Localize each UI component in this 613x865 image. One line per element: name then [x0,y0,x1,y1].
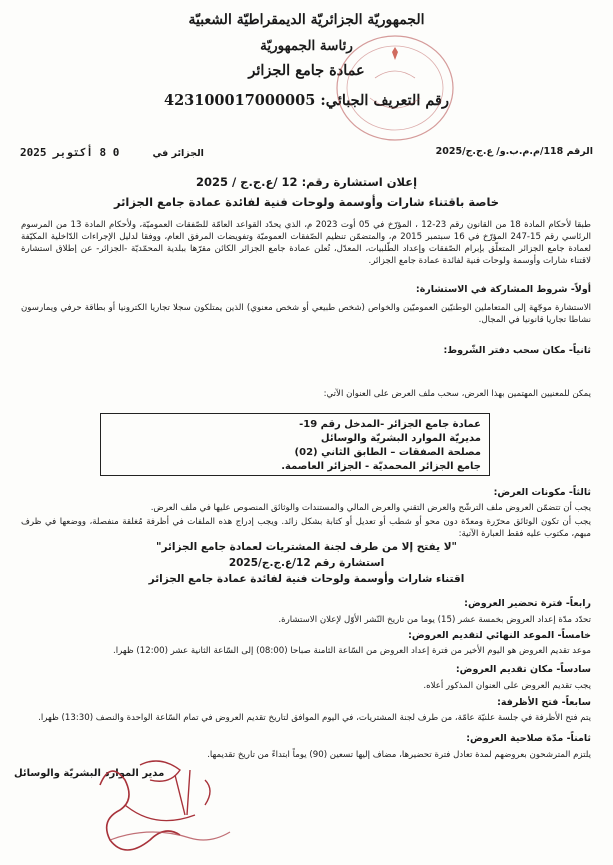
section-1-text: الاستشارة موجّهة إلى المتعاملين الوطنيّين العموميّين والخواص (شخص طبيعي أو شخص معنوي) الذين يمتلكون سجلا تجاريا الكترونيا أو بطاقة حرفي ويمارسون نشاطا تجاريا قانونيا في المجال. [21,303,591,325]
section-3-text-2: يجب أن تكون الوثائق محرّرة ومعدّة دون محو أو شطب أو تعديل أو كتابة بشكل زائد. ويجب إدراج هذه الملفات في أظرفة مُغلقة منفصلة، ووضعها في ظرف مبهم، مكتوب عليه فقط العبارة الآتية: [21,517,591,539]
section-2-title: ثانياً- مكان سحب دفتر الشّروط: [443,345,591,356]
envelope-line-3: اقتناء شارات وأوسمة ولوحات فنية لفائدة عمادة جامع الجزائر [148,573,465,585]
intro-paragraph: طبقا لأحكام المادة 18 من القانون رقم 23-12 ، المؤرّخ في 05 أوت 2023 م، الذي يحدّد القواعد العامّة للصّفقات العموميّة، ولأحكام المادة 13 من المرسوم الرئاسي رقم 15-247 المؤرّخ في 16 سبتمبر 2015 م، والمتضمّن تنظيم الصّفقات العموميّة وتفويضات المرفق العام، ووفقا لدليل الإجراءات الدّاخلية المكيّفة لعمادة جامع الجزائر المتعلّق بإبرام الصّفقات وإعداد الطّلبيات، المعدّل، تُعلن عمادة جامع الجزائر الكائن مقرّها ببلدية المحمّديّة -الجزائر- عن إطلاق استشارة لاقتناء شارات وأوسمة ولوحات فنية لفائدة عمادة جامع الجزائر. [21,220,592,266]
section-3-text-1: يجب أن تتضمّن العروض ملف الترشّح والعرض التقني والعرض المالي والمستندات والوثائق المنصوص عليها في ملف العرض. [150,503,591,513]
section-8-title: ثامناً- مدّة صلاحية العروض: [466,733,591,744]
official-seal-icon [330,28,460,148]
section-4-text: تحدّد مدّة إعداد العروض بخمسة عشر (15) يوما من تاريخ النّشر الأوّل لإعلان الاستشارة. [278,615,591,625]
signatory-title: مدير الموارد البشريّة والوسائل [14,768,165,779]
address-line: مديريّة الموارد البشريّة والوسائل [320,433,481,444]
header-institution: عمادة جامع الجزائر [248,62,365,79]
envelope-line-2: استشارة رقم 12/ع.ج.ج/2025 [228,557,385,569]
section-6-text: يجب تقديم العروض على العنوان المذكور أعلاه. [423,681,591,691]
section-5-title: خامساً- الموعد النهائي لتقديم العروض: [408,630,591,641]
announcement-subject: خاصة باقتناء شارات وأوسمة ولوحات فنية لفائدة عمادة جامع الجزائر [113,195,500,209]
section-8-text: يلتزم المترشحون بعروضهم لمدة تعادل فترة تحضيرها، مضاف إليها تسعين (90) يوماً ابتداءً من تاريخ تقديمها. [207,750,591,760]
header-presidency: رئاسة الجمهوريّة [260,38,353,54]
envelope-line-1: "لا يفتح إلا من طرف لجنة المشتريات لعمادة جامع الجزائر" [155,541,458,553]
header-republic: الجمهوريّة الجزائريّة الديمقراطيّة الشعبيّة [188,12,425,28]
section-5-text: موعد تقديم العروض هو اليوم الأخير من فترة إعداد العروض من السّاعة الثامنة صباحا (08:00) إلى السّاعة الثانية عشر (12:00) ظهرا. [113,646,591,656]
reference-date: 0 8 أكتوبر 2025 [20,146,120,159]
section-6-title: سادساً- مكان تقديم العروض: [455,664,591,675]
section-1-title: أولاً- شروط المشاركة في الاستشارة: [415,284,591,295]
address-box [100,413,490,476]
address-line: مصلحة الصفقات – الطابق الثاني (02) [294,447,481,458]
section-7-text: يتم فتح الأظرفة في جلسة علنيّة عامّة، من طرف لجنة المشتريات، في اليوم الموافق لتاريخ تقديم العروض في تمام السّاعة الواحدة والنصف (13:30) ظهرا. [38,713,591,723]
reference-place: الجزائر في [152,148,204,159]
handwritten-signature-icon [80,745,250,860]
section-7-title: سابعاً- فتح الأظرفة: [497,697,591,708]
section-4-title: رابعاً- فترة تحضير العروض: [464,598,591,609]
reference-number: الرقم 118/م.م.ب.و/ ع.ج.ج/2025 [435,146,593,157]
header-tax-id: رقم التعريف الجبائي: 423100017000005 [163,92,449,109]
section-3-title: ثالثاً- مكونات العرض: [493,487,591,498]
address-line: جامع الجزائر المحمديّة - الجزائر العاصمة. [281,461,481,472]
section-2-text: يمكن للمعنيين المهتمين بهذا العرض، سحب ملف العرض على العنوان الآتي: [323,389,591,399]
address-line: عمادة جامع الجزائر -المدخل رقم 19- [299,419,481,430]
announcement-title: إعلان استشارة رقم: 12 /ع.ج.ج / 2025 [195,175,418,189]
reference-date-block [20,146,204,159]
